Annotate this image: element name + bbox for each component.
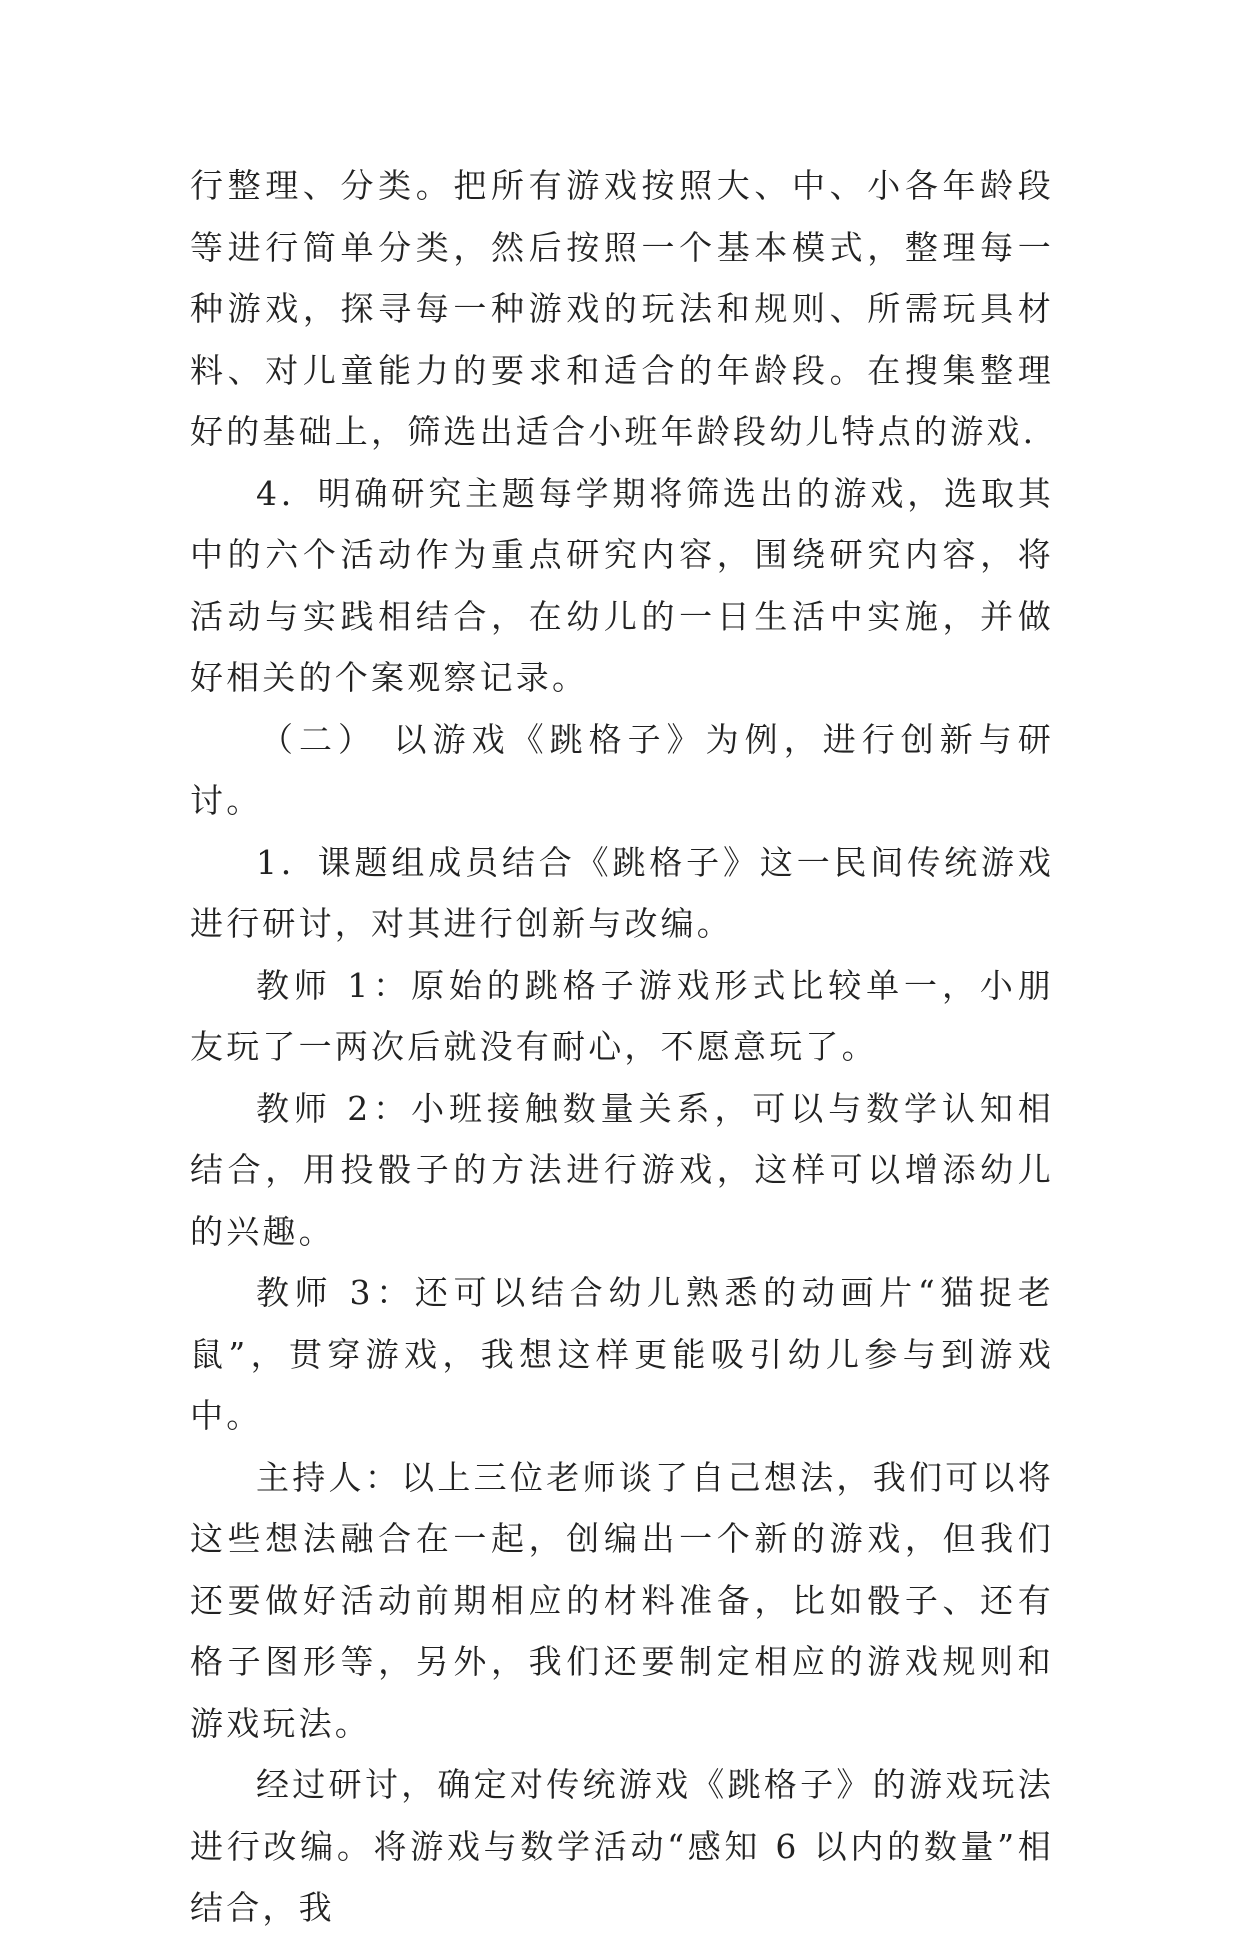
paragraph-conclusion: 经过研讨，确定对传统游戏《跳格子》的游戏玩法进行改编。将游戏与数学活动“感知 6 以内的数量”相结合，我 (190, 1765, 1054, 1927)
paragraph-group-discussion: 1．课题组成员结合《跳格子》这一民间传统游戏进行研讨，对其进行创新与改编。 (190, 842, 1054, 943)
paragraph-classification: 行整理、分类。把所有游戏按照大、中、小各年龄段等进行简单分类，然后按照一个基本模式，整理每一种游戏，探寻每一种游戏的玩法和规则、所需玩具材料、对儿童能力的要求和适合的年龄段。在搜集整理好的基础上，筛选出适合小班年龄段幼儿特点的游戏. (190, 166, 1054, 451)
section-heading-hopscotch: （二） 以游戏《跳格子》为例，进行创新与研讨。 (190, 719, 1054, 820)
paragraph-teacher-3: 教师 3：还可以结合幼儿熟悉的动画片“猫捉老鼠”，贯穿游戏，我想这样更能吸引幼儿参与到游戏中。 (190, 1273, 1054, 1435)
paragraph-teacher-2: 教师 2：小班接触数量关系，可以与数学认知相结合，用投骰子的方法进行游戏，这样可以增添幼儿的兴趣。 (190, 1088, 1054, 1251)
paragraph-teacher-1: 教师 1：原始的跳格子游戏形式比较单一，小朋友玩了一两次后就没有耐心，不愿意玩了。 (190, 965, 1054, 1066)
paragraph-research-topic: 4．明确研究主题每学期将筛选出的游戏，选取其中的六个活动作为重点研究内容，围绕研究内容，将活动与实践相结合，在幼儿的一日生活中实施，并做好相关的个案观察记录。 (190, 473, 1054, 697)
paragraph-host: 主持人：以上三位老师谈了自己想法，我们可以将这些想法融合在一起，创编出一个新的游戏，但我们还要做好活动前期相应的材料准备，比如骰子、还有格子图形等，另外，我们还要制定相应的游戏规则和游戏玩法。 (190, 1457, 1054, 1743)
document-body (190, 155, 1054, 1939)
